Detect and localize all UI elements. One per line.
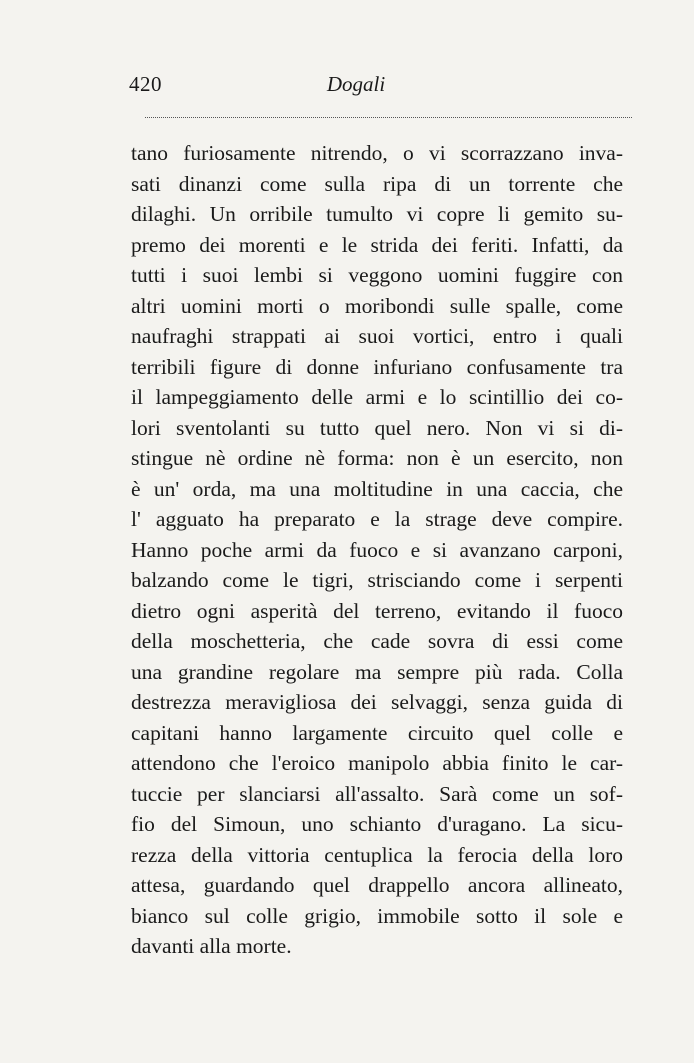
text-line: rezza della vittoria centuplica la ferocia della loro bbox=[131, 842, 623, 867]
page-number: 420 bbox=[129, 72, 162, 96]
text-line: Hanno poche armi da fuoco e si avanzano carponi, bbox=[131, 537, 623, 562]
header-rule bbox=[145, 117, 632, 118]
body-text bbox=[131, 138, 623, 962]
running-title: Dogali bbox=[326, 72, 386, 96]
text-line: attendono che l'eroico manipolo abbia finito le car- bbox=[131, 751, 623, 775]
text-line: bianco sul colle grigio, immobile sotto il sole e bbox=[131, 903, 623, 928]
text-line: capitani hanno largamente circuito quel colle e bbox=[131, 720, 623, 745]
text-line: balzando come le tigri, strisciando come i serpenti bbox=[131, 568, 623, 592]
text-line: della moschetteria, che cade sovra di essi come bbox=[131, 629, 623, 653]
text-line: l' agguato ha preparato e la strage deve compire. bbox=[131, 507, 623, 531]
text-line: tutti i suoi lembi si veggono uomini fuggire con bbox=[131, 263, 623, 287]
text-line: tano furiosamente nitrendo, o vi scorrazzano inva- bbox=[131, 141, 623, 165]
text-line: il lampeggiamento delle armi e lo scintillio dei co- bbox=[131, 385, 623, 409]
text-line: terribili figure di donne infuriano confusamente tra bbox=[131, 354, 623, 379]
text-line: sati dinanzi come sulla ripa di un torrente che bbox=[131, 171, 623, 196]
text-line: è un' orda, ma una moltitudine in una caccia, che bbox=[131, 476, 623, 501]
text-line-last: davanti alla morte. bbox=[131, 934, 292, 958]
text-line: dilaghi. Un orribile tumulto vi copre li gemito su- bbox=[131, 202, 623, 226]
text-line: stingue nè ordine nè forma: non è un esercito, non bbox=[131, 446, 623, 470]
text-line: tuccie per slanciarsi all'assalto. Sarà come un sof- bbox=[131, 781, 623, 806]
text-line: destrezza meravigliosa dei selvaggi, senza guida di bbox=[131, 690, 623, 714]
text-line: attesa, guardando quel drappello ancora allineato, bbox=[131, 873, 623, 897]
text-line: fio del Simoun, uno schianto d'uragano. La sicu- bbox=[131, 812, 623, 836]
text-line: lori sventolanti su tutto quel nero. Non vi si di- bbox=[131, 415, 623, 440]
text-line: naufraghi strappati ai suoi vortici, entro i quali bbox=[131, 324, 623, 348]
text-line: una grandine regolare ma sempre più rada. Colla bbox=[131, 659, 623, 684]
text-line: dietro ogni asperità del terreno, evitando il fuoco bbox=[131, 598, 623, 623]
text-line: premo dei morenti e le strida dei feriti. Infatti, da bbox=[131, 232, 623, 257]
text-line: altri uomini morti o moribondi sulle spalle, come bbox=[131, 293, 623, 318]
